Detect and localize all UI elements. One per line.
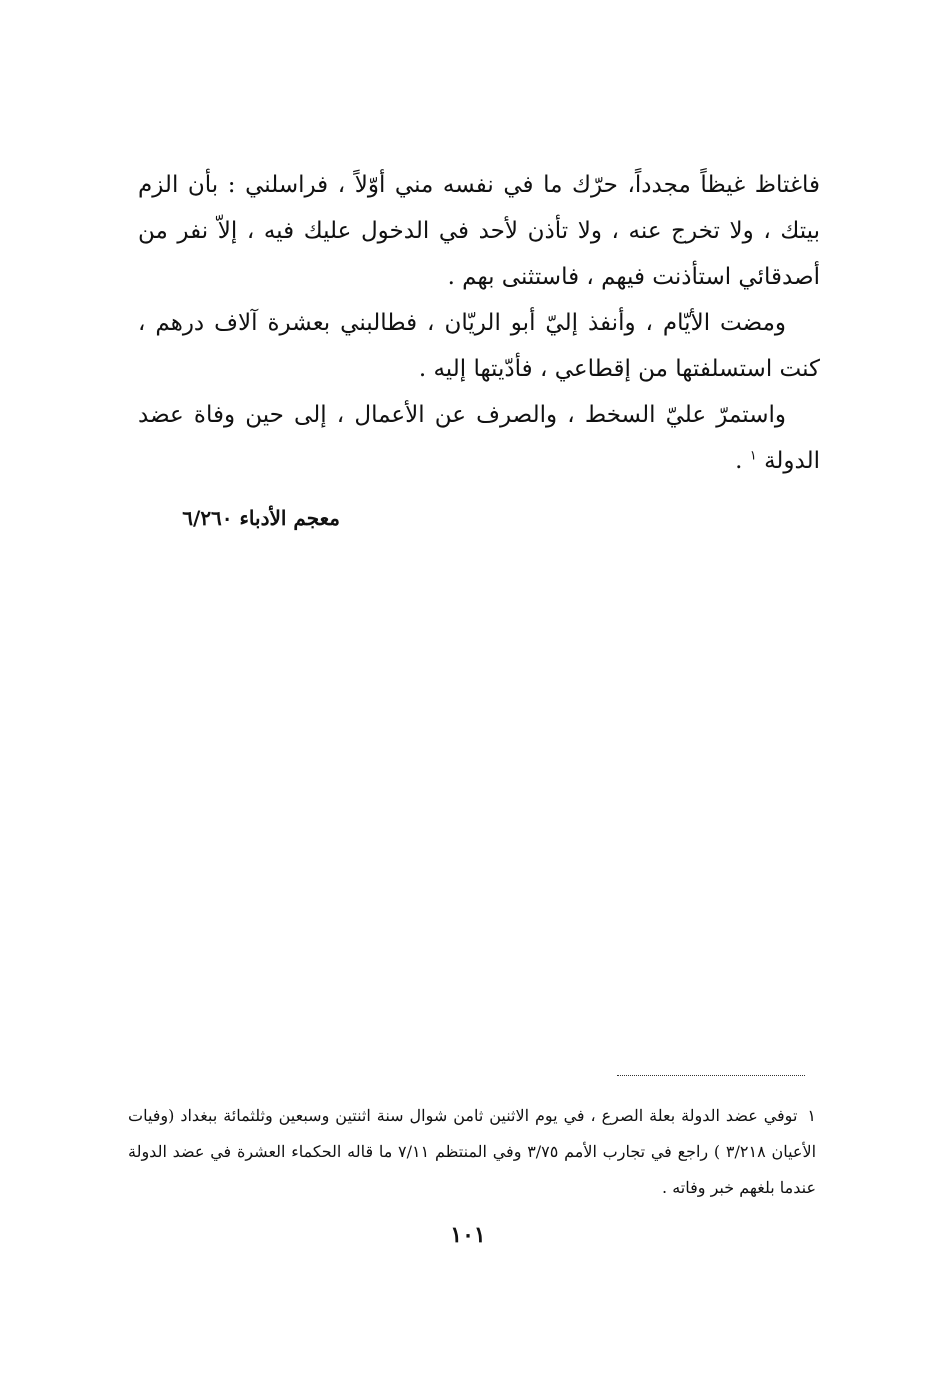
page-number: ١٠١: [450, 1222, 486, 1248]
paragraph-3: [138, 392, 820, 484]
body-text: [138, 162, 820, 484]
paragraph-3-end: .: [735, 448, 750, 474]
footnote: [128, 1098, 816, 1206]
footnote-reference[interactable]: ١: [749, 448, 757, 464]
paragraph-2: ومضت الأيّام ، وأنفذ إليّ أبو الريّان ، فطالبني بعشرة آلاف درهم ، كنت استسلفتها من إقطاعي ، فأدّيتها إليه .: [138, 310, 820, 382]
paragraph-1: فاغتاظ غيظاً مجدداً، حرّك ما في نفسه مني أوّلاً ، فراسلني : بأن الزم بيتك ، ولا تخرج عنه ، ولا تأذن لأحد في الدخول عليك فيه ، إلاّ نفر من أصدقائي استأذنت فيهم ، فاستثنى بهم .: [138, 172, 820, 290]
footnote-number: ١: [807, 1106, 816, 1125]
paragraph-3-text: واستمرّ عليّ السخط ، والصرف عن الأعمال ، إلى حين وفاة عضد الدولة: [138, 402, 820, 474]
footnotes: [128, 1098, 816, 1206]
source-citation: معجم الأدباء ٦/٢٦٠: [182, 506, 340, 530]
footnote-text: توفي عضد الدولة بعلة الصرع ، في يوم الاثنين ثامن شوال سنة اثنتين وسبعين وثلثمائة ببغداد (وفيات الأعيان ٣/٢١٨ ) راجع في تجارب الأمم ٣/٧٥ وفي المنتظم ٧/١١ ما قاله الحكماء العشرة في عضد الدولة عندما بلغهم خبر وفاته .: [128, 1106, 817, 1197]
footnote-separator: [617, 1075, 805, 1076]
